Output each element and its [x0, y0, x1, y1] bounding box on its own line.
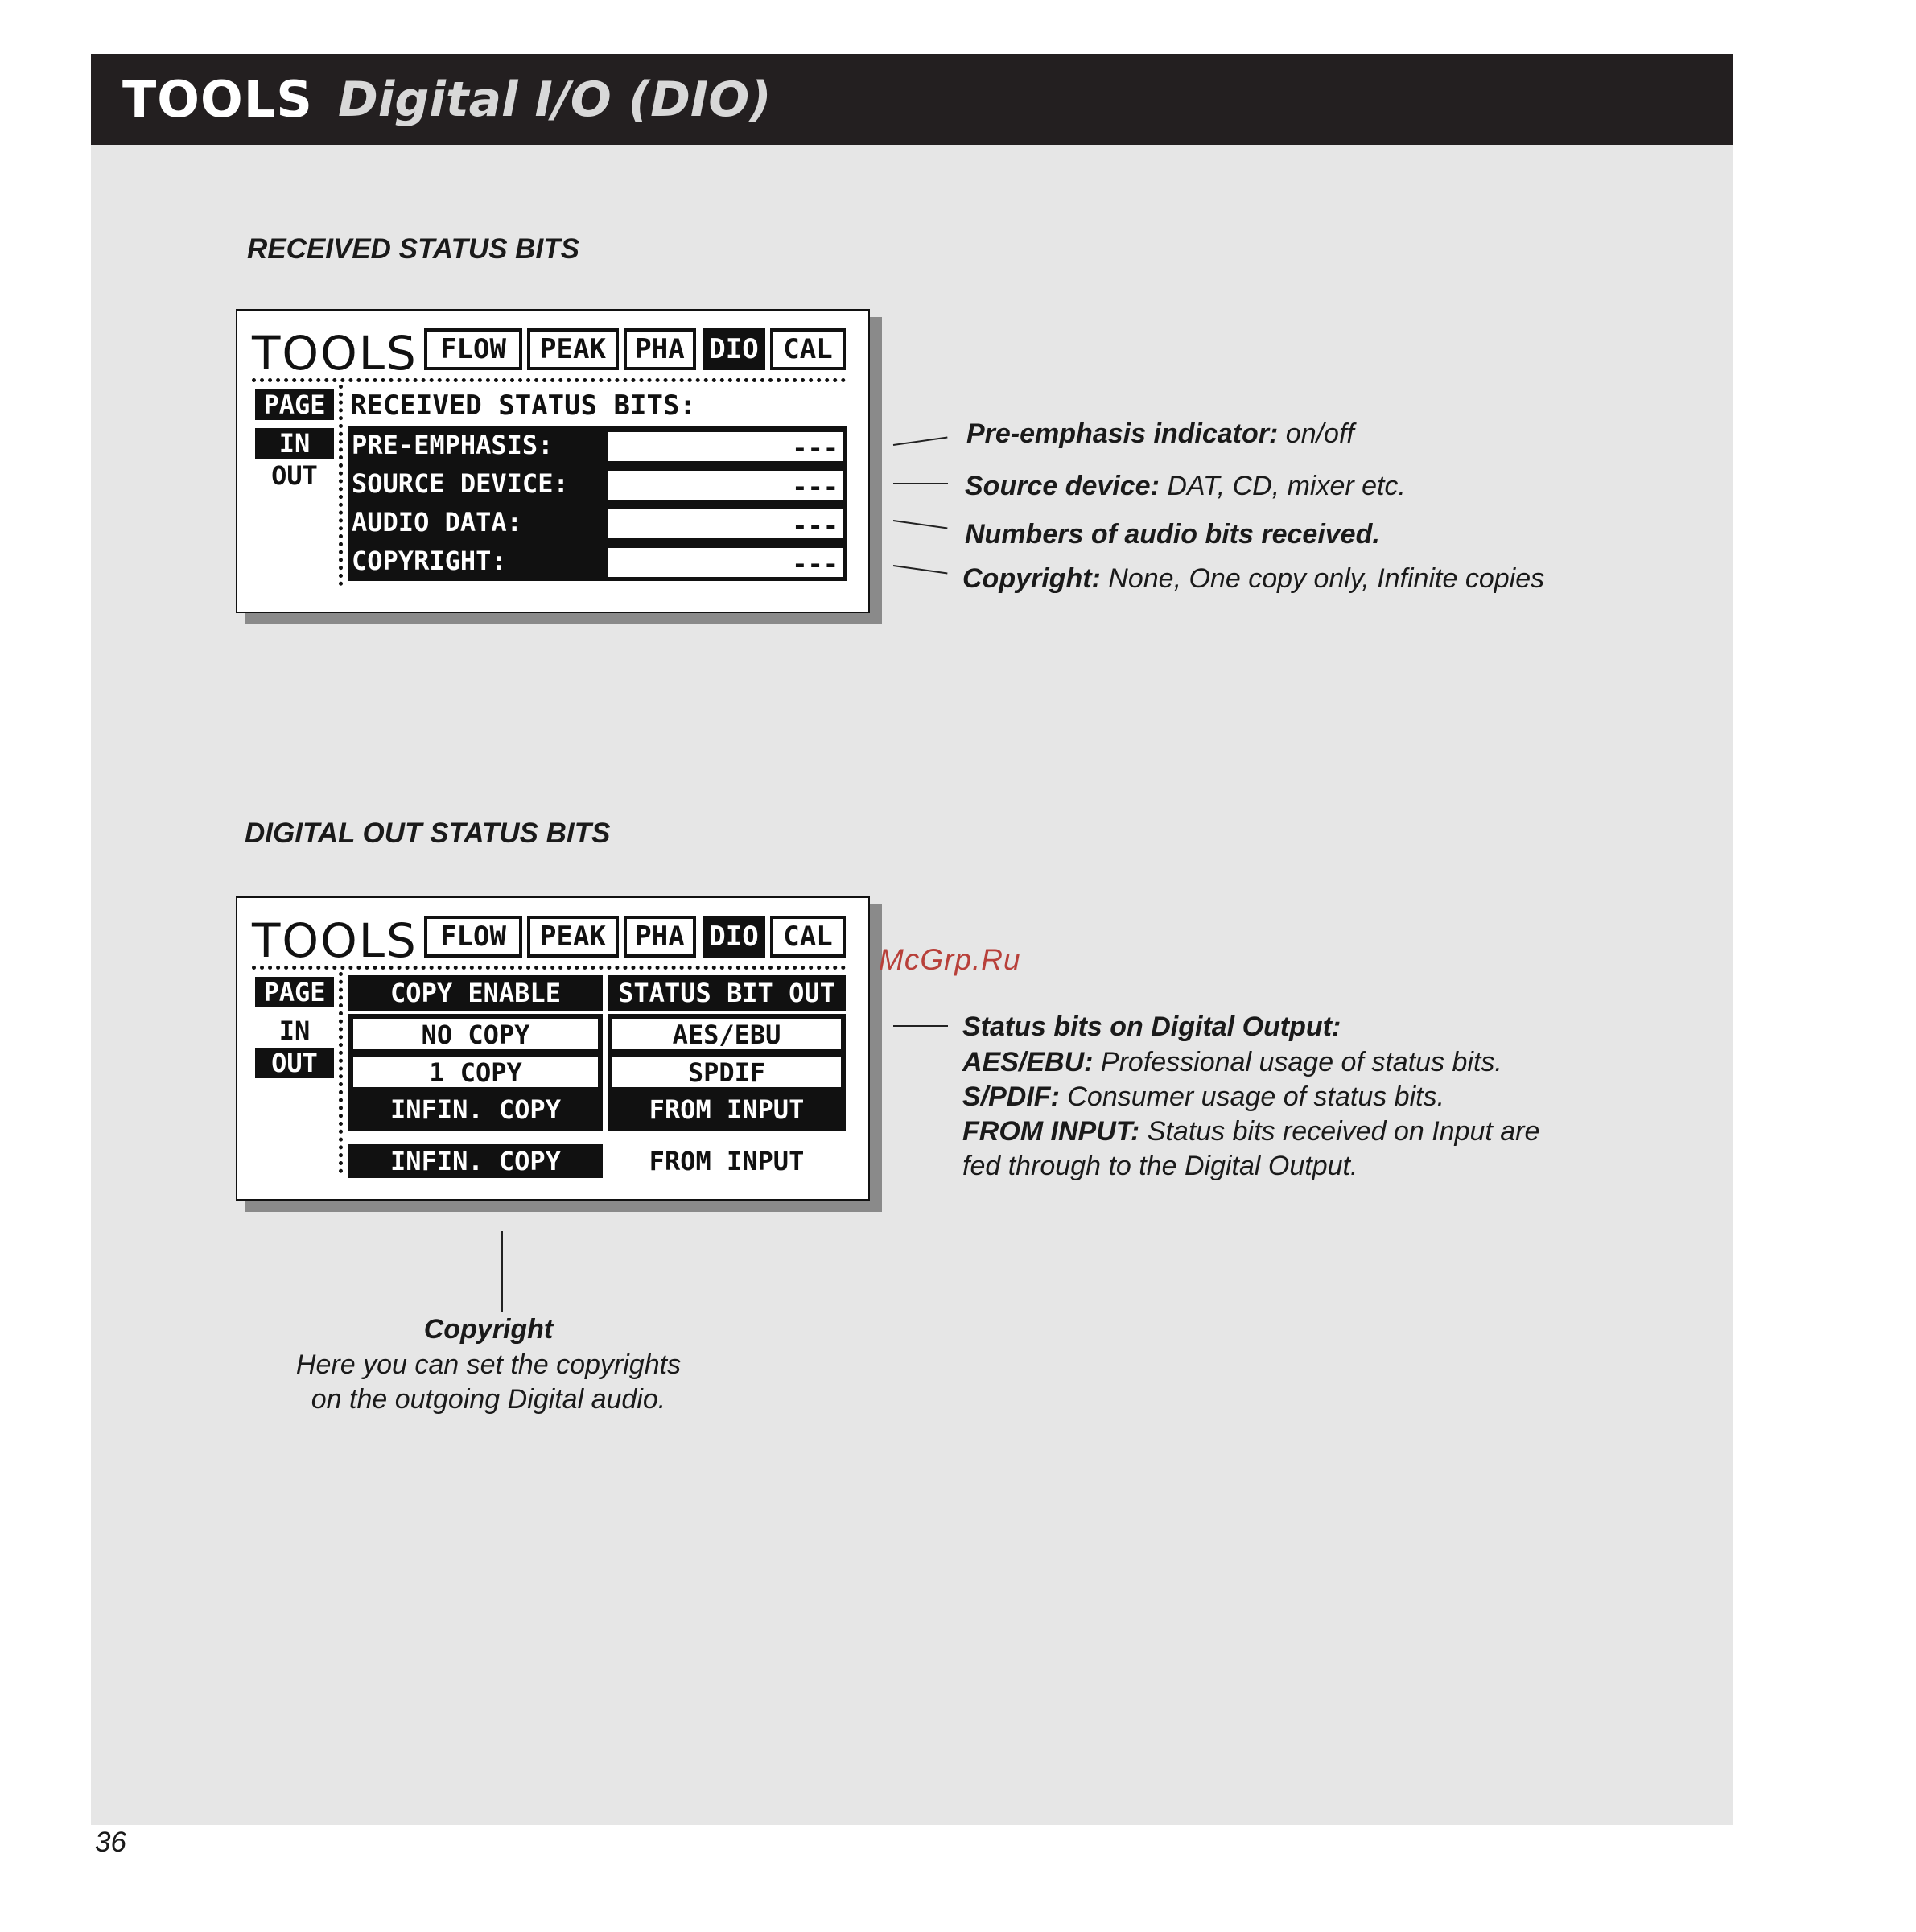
lcd-tools-label: TOOLS: [252, 326, 418, 381]
tab-peak[interactable]: PEAK: [527, 328, 619, 370]
tab-flow[interactable]: FLOW: [424, 328, 522, 370]
copyright-note-line2: on the outgoing Digital audio.: [311, 1384, 666, 1415]
col-header-copy-enable: COPY ENABLE: [348, 975, 603, 1011]
row-value-source-device: ---: [606, 468, 846, 502]
lcd-divider: [252, 966, 846, 970]
annotation-from-input: FROM INPUT: Status bits received on Input are: [962, 1116, 1540, 1147]
lcd-digital-out: [236, 896, 870, 1201]
annotation-copyright: Copyright: None, One copy only, Infinite copies: [962, 563, 1545, 594]
page-button[interactable]: PAGE: [255, 977, 334, 1007]
lcd-vdivider: [339, 385, 343, 586]
tab-cal[interactable]: CAL: [770, 328, 846, 370]
tab-flow[interactable]: FLOW: [424, 916, 522, 958]
row-value-copyright: ---: [606, 546, 846, 579]
tab-dio[interactable]: DIO: [703, 328, 765, 370]
section-title-received: RECEIVED STATUS BITS: [247, 233, 579, 265]
side-in[interactable]: IN: [255, 428, 334, 459]
option-infin-copy[interactable]: INFIN. COPY: [351, 1091, 600, 1130]
lcd-vdivider: [339, 972, 343, 1173]
option-spdif[interactable]: SPDIF: [610, 1054, 843, 1090]
tab-dio[interactable]: DIO: [703, 916, 765, 958]
lcd-tools-label: TOOLS: [252, 913, 418, 968]
status-bit-out-value[interactable]: FROM INPUT: [649, 1146, 805, 1176]
row-label-pre-emphasis: PRE-EMPHASIS:: [352, 430, 554, 460]
copy-enable-value[interactable]: INFIN. COPY: [348, 1144, 603, 1178]
lcd-heading: RECEIVED STATUS BITS:: [350, 389, 696, 422]
annotation-fed-through: fed through to the Digital Output.: [962, 1151, 1358, 1181]
header-section: TOOLS: [122, 70, 313, 129]
option-1-copy[interactable]: 1 COPY: [351, 1054, 600, 1090]
copyright-note-title: Copyright: [423, 1314, 554, 1345]
side-out[interactable]: OUT: [255, 1048, 334, 1078]
leader-line: [893, 483, 948, 484]
section-title-digital-out: DIGITAL OUT STATUS BITS: [245, 818, 611, 849]
row-label-source-device: SOURCE DEVICE:: [352, 468, 569, 499]
annotation-aes-ebu: AES/EBU: Professional usage of status bits.: [962, 1047, 1502, 1077]
side-in[interactable]: IN: [278, 1015, 311, 1046]
watermark: McGrp.Ru: [879, 943, 1021, 976]
tab-pha[interactable]: PHA: [624, 328, 696, 370]
lcd-divider: [252, 378, 846, 382]
row-value-audio-data: ---: [606, 507, 846, 541]
tab-pha[interactable]: PHA: [624, 916, 696, 958]
row-value-pre-emphasis: ---: [606, 430, 846, 463]
annotation-pre-emphasis: Pre-emphasis indicator: on/off: [966, 418, 1354, 449]
tab-peak[interactable]: PEAK: [527, 916, 619, 958]
option-from-input[interactable]: FROM INPUT: [610, 1091, 843, 1130]
lcd-received: [236, 309, 870, 613]
page-number: 36: [95, 1827, 126, 1858]
col-header-status-bit-out: STATUS BIT OUT: [608, 975, 846, 1011]
annotation-spdif: S/PDIF: Consumer usage of status bits.: [962, 1081, 1445, 1112]
annotation-status-bits-title: Status bits on Digital Output:: [962, 1011, 1341, 1042]
leader-line-vertical: [501, 1231, 503, 1312]
leader-line: [893, 1025, 948, 1027]
copyright-note-line1: Here you can set the copyrights: [295, 1349, 682, 1380]
row-label-audio-data: AUDIO DATA:: [352, 507, 522, 538]
header-subtitle: Digital I/O (DIO): [338, 72, 772, 128]
annotation-audio-bits: Numbers of audio bits received.: [965, 519, 1380, 550]
tab-cal[interactable]: CAL: [770, 916, 846, 958]
row-label-copyright: COPYRIGHT:: [352, 546, 507, 576]
side-out[interactable]: OUT: [271, 460, 318, 491]
option-aes-ebu[interactable]: AES/EBU: [610, 1016, 843, 1052]
annotation-source-device: Source device: DAT, CD, mixer etc.: [965, 471, 1406, 501]
page-button[interactable]: PAGE: [255, 389, 334, 420]
option-no-copy[interactable]: NO COPY: [351, 1016, 600, 1052]
